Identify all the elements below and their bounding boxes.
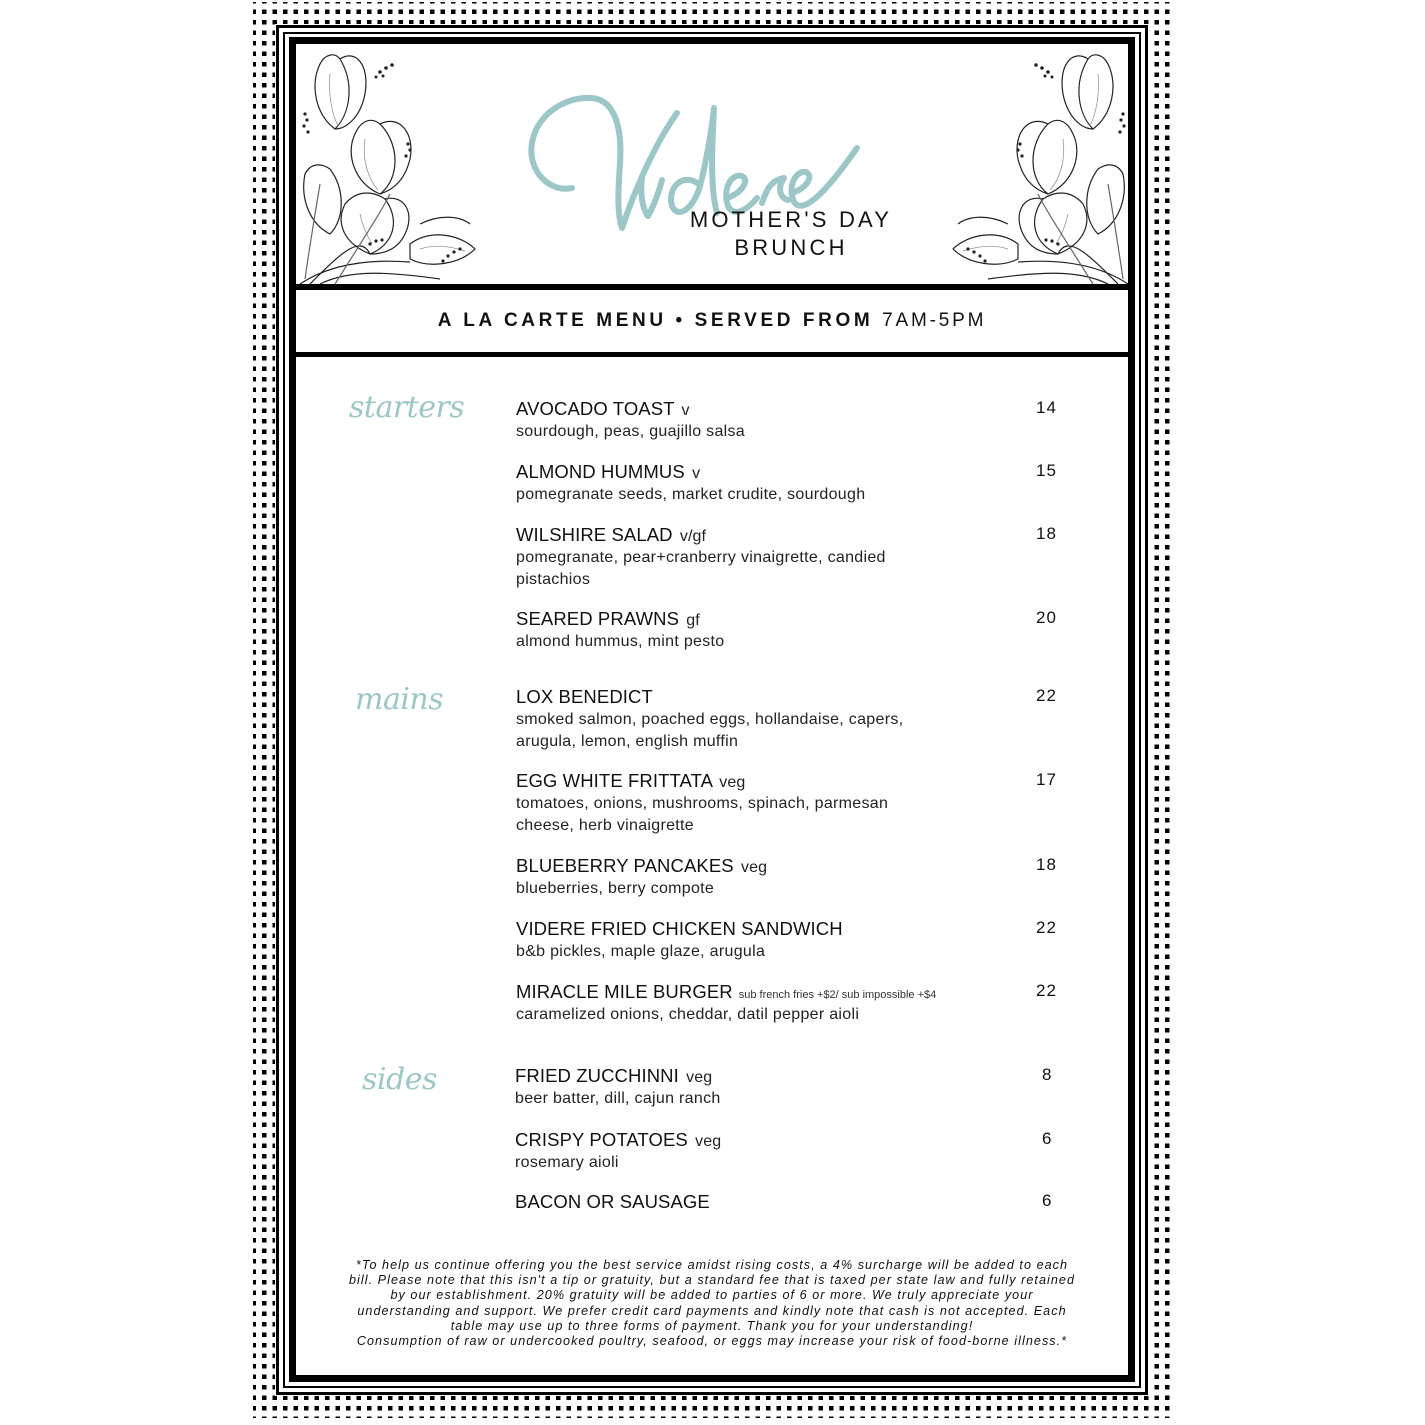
floral-corner-left-icon [300, 44, 480, 284]
disclaimer-line: *To help us continue offering you the best service amidst rising costs, a 4% surcharge will be added to each [355, 1258, 1069, 1272]
item-name: CRISPY POTATOES [515, 1129, 688, 1150]
section-label-sides: sides [362, 1062, 437, 1097]
menu-item [516, 981, 1076, 1025]
item-description: smoked salmon, poached eggs, hollandaise, capers, [516, 711, 904, 728]
item-description: rosemary aioli [515, 1154, 619, 1171]
item-description: almond hummus, mint pesto [516, 633, 725, 650]
item-name: MIRACLE MILE BURGER [516, 981, 733, 1002]
menu-item [516, 686, 1076, 752]
menu-item [515, 1191, 1075, 1213]
item-price: 22 [1036, 918, 1057, 937]
item-price: 18 [1036, 855, 1057, 874]
food-safety-warning: Consumption of raw or undercooked poultry, seafood, or eggs may increase your risk of food-borne illness.* [356, 1334, 1068, 1349]
dietary-tag: veg [719, 774, 746, 791]
dietary-tag: v [692, 465, 701, 482]
menu-item [516, 918, 1076, 962]
item-price: 15 [1036, 461, 1057, 480]
event-title-line1: MOTHER'S DAY [689, 207, 893, 232]
section-label-starters: starters [349, 390, 465, 425]
menu-item [516, 855, 1076, 899]
item-price: 17 [1036, 770, 1057, 789]
dietary-tag: v [681, 402, 690, 419]
item-name: EGG WHITE FRITTATA [516, 770, 713, 791]
item-price: 18 [1036, 524, 1057, 543]
item-name: VIDERE FRIED CHICKEN SANDWICH [516, 918, 843, 939]
event-title-line2: BRUNCH [734, 235, 848, 260]
item-name: WILSHIRE SALAD [516, 524, 673, 545]
item-description: pomegranate, pear+cranberry vinaigrette, candied [516, 549, 886, 566]
disclaimer-line: by our establishment. 20% gratuity will be added to parties of 6 or more. We truly appreciate your [390, 1288, 1034, 1303]
menu-item [516, 461, 1076, 505]
item-price: 14 [1036, 398, 1057, 417]
disclaimer-line: understanding and support. We prefer credit card payments and kindly note that cash is not accepted. Each [357, 1303, 1067, 1318]
item-description: b&b pickles, maple glaze, arugula [516, 943, 766, 960]
subtitle-band [296, 290, 1128, 352]
item-description: arugula, lemon, english muffin [516, 733, 739, 750]
dietary-tag: v/gf [679, 528, 707, 545]
item-price: 8 [1042, 1065, 1053, 1084]
menu-item [515, 1129, 1075, 1173]
item-description: pomegranate seeds, market crudite, sourdough [516, 486, 866, 503]
disclaimer-line: bill. Please note that this isn't a tip or gratuity, but a standard fee that is taxed per state law and fully retained [348, 1273, 1076, 1288]
item-name: AVOCADO TOAST [516, 398, 675, 419]
service-hours: 7AM-5PM [882, 310, 987, 331]
menu-item [516, 770, 1076, 836]
item-name: BLUEBERRY PANCAKES [516, 855, 734, 876]
item-name: LOX BENEDICT [516, 686, 653, 707]
menu-item [516, 398, 1076, 442]
menu-item [515, 1065, 1075, 1109]
item-description: pistachios [516, 571, 591, 588]
item-price: 22 [1036, 981, 1057, 1000]
menu-item [516, 608, 1076, 652]
item-description: sourdough, peas, guajillo salsa [516, 423, 746, 440]
item-name: FRIED ZUCCHINNI [515, 1065, 679, 1086]
item-name: SEARED PRAWNS [516, 608, 680, 629]
item-name: ALMOND HUMMUS [516, 461, 685, 482]
item-price: 22 [1036, 686, 1057, 705]
item-name: BACON OR SAUSAGE [515, 1191, 710, 1212]
section-label-mains: mains [355, 682, 444, 717]
menu-item [516, 524, 1076, 590]
dietary-tag: veg [695, 1133, 722, 1150]
dietary-tag: veg [740, 859, 768, 876]
subtitle-divider [296, 352, 1128, 357]
item-description: blueberries, berry compote [516, 880, 715, 897]
item-price: 6 [1042, 1191, 1053, 1210]
item-description: caramelized onions, cheddar, datil pepper aioli [516, 1006, 860, 1023]
service-hours-banner [438, 310, 986, 332]
item-price: 20 [1036, 608, 1057, 627]
item-description: tomatoes, onions, mushrooms, spinach, parmesan [516, 795, 889, 812]
disclaimer-line: table may use up to three forms of payment. Thank you for your understanding! [450, 1318, 974, 1333]
item-description: beer batter, dill, cajun ranch [515, 1090, 721, 1107]
item-price: 6 [1042, 1129, 1053, 1148]
event-title [680, 206, 902, 262]
menu-type-label: A LA CARTE MENU • SERVED FROM [437, 310, 874, 331]
floral-corner-right-icon [948, 44, 1128, 284]
item-substitution-note: sub french fries +$2/ sub impossible +$4 [738, 989, 937, 1001]
surcharge-disclaimer [316, 1258, 1108, 1349]
item-description: cheese, herb vinaigrette [516, 817, 694, 834]
dietary-tag: gf [686, 612, 700, 629]
dietary-tag: veg [686, 1069, 713, 1086]
